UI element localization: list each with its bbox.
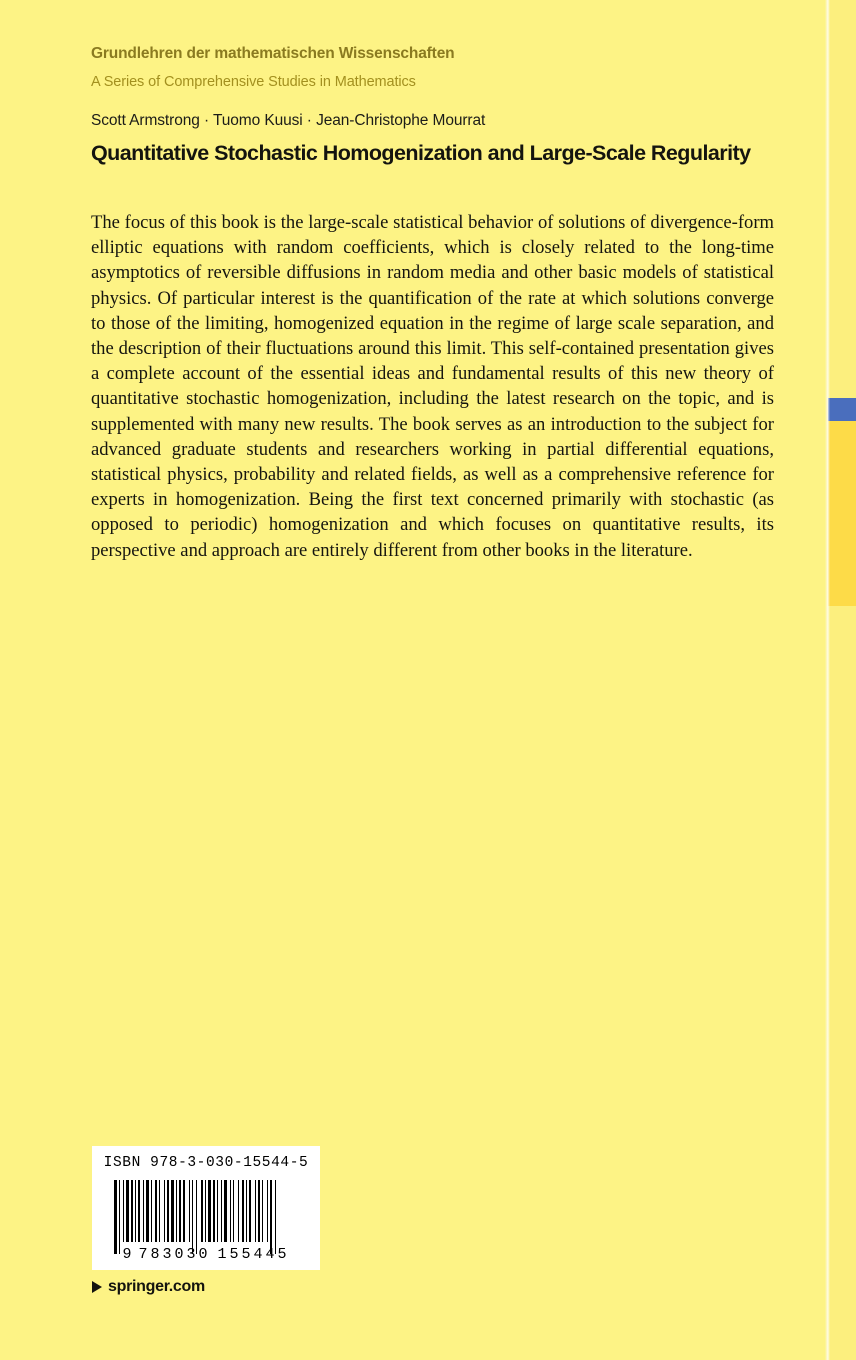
barcode-digit-group-right: 155445: [217, 1246, 290, 1263]
barcode-bar: [131, 1180, 133, 1242]
barcode-bar: [167, 1180, 169, 1242]
barcode-bar: [224, 1180, 227, 1242]
barcode-bar: [164, 1180, 165, 1242]
barcode-bar: [233, 1180, 234, 1242]
barcode-bar: [270, 1180, 272, 1254]
barcode-bar: [138, 1180, 140, 1242]
barcode-bar: [114, 1180, 117, 1254]
authors-line: Scott Armstrong · Tuomo Kuusi · Jean-Christophe Mourrat: [91, 112, 486, 129]
back-cover-blurb: The focus of this book is the large-scale statistical behavior of solutions of divergence-form elliptic equations with random coefficients, which is closely related to the long-time asymptotics of reversible diffusions in random media and other basic models of statistical physics. Of particular interest is the quantification of the rate at which solutions converge to those of the limiting, homogenized equation in the regime of large scale separation, and the description of their fluctuations around this limit. This self-contained presentation gives a complete account of the essential ideas and fundamental results of this new theory of quantitative stochastic homogenization, including the latest research on the topic, and is supplemented with many new results. The book serves as an introduction to the subject for advanced graduate students and researchers working in partial differential equations, statistical physics, probability and related fields, as well as a comprehensive reference for experts in homogenization. Being the first text concerned primarily with stochastic (as opposed to periodic) homogenization and which focuses on quantitative results, its perspective and approach are entirely different from other books in the literature.: [91, 212, 774, 561]
barcode-bar: [213, 1180, 215, 1242]
barcode-bar: [238, 1180, 239, 1242]
edge-band-blue: [828, 398, 856, 421]
barcode-bar: [242, 1180, 244, 1242]
barcode-bar: [221, 1180, 222, 1242]
triangle-play-icon: [92, 1281, 102, 1293]
barcode-bar: [196, 1180, 197, 1254]
springer-com-logo[interactable]: [92, 1278, 205, 1296]
isbn-barcode-block: [92, 1146, 320, 1270]
barcode-bar: [262, 1180, 263, 1242]
barcode-bar: [230, 1180, 231, 1242]
series-title: Grundlehren der mathematischen Wissenschaften: [91, 45, 455, 62]
barcode-bar: [205, 1180, 206, 1242]
barcode-bar: [126, 1180, 129, 1242]
barcode-bar: [155, 1180, 157, 1242]
book-title: Quantitative Stochastic Homogenization and Large-Scale Regularity: [91, 141, 751, 165]
barcode-bar: [119, 1180, 120, 1254]
barcode-bar: [179, 1180, 181, 1242]
barcode-bar: [246, 1180, 247, 1242]
barcode-bar: [217, 1180, 218, 1242]
series-subtitle: A Series of Comprehensive Studies in Mathematics: [91, 74, 416, 90]
barcode-bar: [146, 1180, 149, 1242]
barcode-bar: [258, 1180, 260, 1242]
cover-edge-strip: [826, 0, 856, 1360]
barcode-bar: [159, 1180, 160, 1242]
edge-band-gold: [828, 421, 856, 606]
barcode-bar: [176, 1180, 177, 1242]
barcode-bar: [201, 1180, 203, 1242]
isbn-text: ISBN 978-3-030-15544-5: [103, 1155, 309, 1171]
barcode-bar: [143, 1180, 144, 1242]
barcode-bar: [135, 1180, 136, 1242]
barcode-digit-group-left: 783030: [138, 1246, 211, 1263]
barcode-bar: [123, 1180, 124, 1242]
barcode-digits: [92, 1246, 320, 1263]
cover-fold-hairline: [825, 0, 830, 1360]
barcode-digit-lead: 9: [122, 1246, 132, 1263]
barcode-bar: [255, 1180, 256, 1242]
barcode-bar: [275, 1180, 276, 1254]
barcode-bars: [114, 1180, 302, 1242]
barcode-bar: [192, 1180, 193, 1254]
barcode-bar: [267, 1180, 268, 1242]
barcode-bar: [208, 1180, 211, 1242]
barcode-bar: [189, 1180, 190, 1242]
barcode-bar: [151, 1180, 152, 1242]
springer-com-label: springer.com: [108, 1278, 205, 1295]
barcode-bar: [183, 1180, 185, 1242]
barcode-bar: [171, 1180, 174, 1242]
barcode-bar: [249, 1180, 251, 1242]
